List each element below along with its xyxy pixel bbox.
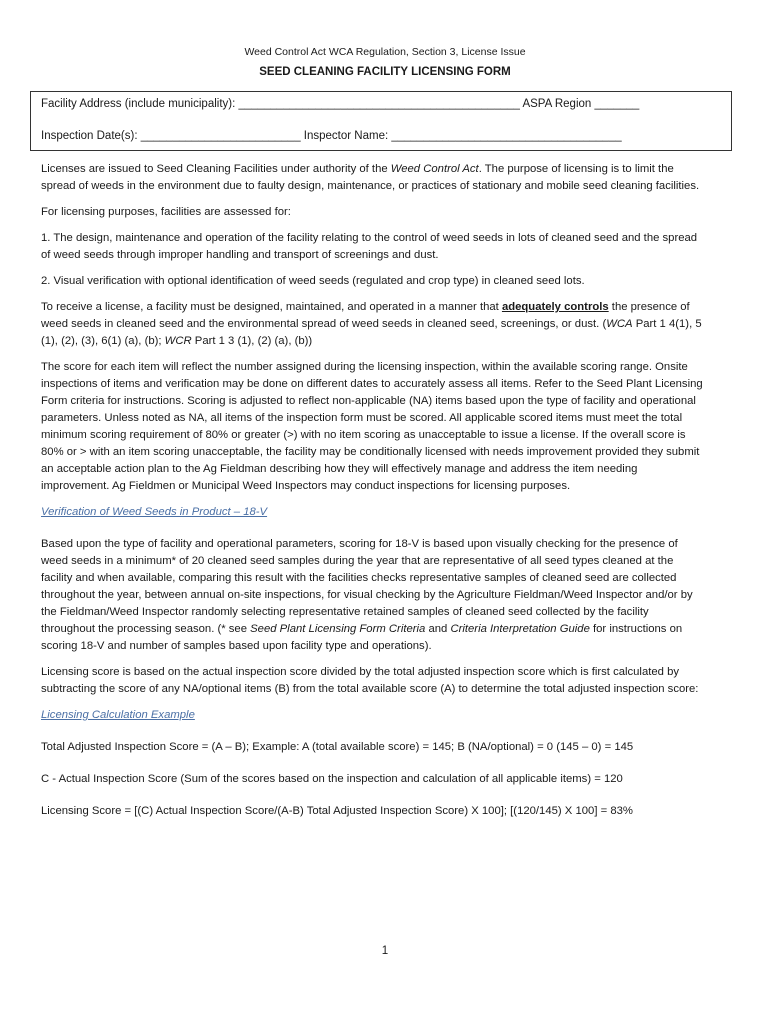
facility-info-box [30, 91, 732, 151]
adequately-controls-emphasis: adequately controls [501, 301, 609, 313]
req-text-4: Part 1 3 (1), (2) (a), (b)) [191, 335, 313, 347]
license-requirement-paragraph [41, 299, 705, 350]
formula-licensing-score: Licensing Score = [(C) Actual Inspection Score/(A-B) Total Adjusted Inspection Score) X 100]; [(120/145) X 100] = 83% [41, 805, 633, 817]
verification-section-heading[interactable]: Verification of Weed Seeds in Product – 18-V [41, 506, 268, 518]
formula-actual-score: C - Actual Inspection Score (Sum of the scores based on the inspection and calculation of all applicable items) = 120 [41, 773, 623, 785]
act-name: Weed Control Act [390, 163, 479, 175]
header-subtitle: Weed Control Act WCA Regulation, Section 3, License Issue [244, 46, 526, 58]
facility-address-field[interactable]: Facility Address (include municipality): ____________________________________________ ASPA Region _______ [41, 98, 640, 110]
document-body [41, 161, 705, 835]
verif-text-2: and [425, 623, 451, 635]
guide-doc-ref: Criteria Interpretation Guide [450, 623, 590, 635]
wcr-ref: WCR [164, 335, 192, 347]
req-text-3: Part 1 4(1), 5 (1), (2), (3), 6(1) (a), (b); [41, 318, 702, 347]
verif-text-3: for instructions on scoring 18-V and number of samples based upon facility type and operations). [41, 623, 683, 652]
inspection-date-field[interactable]: Inspection Date(s): _________________________ Inspector Name: ____________________________________ [41, 130, 622, 142]
scoring-paragraph: The score for each item will reflect the number assigned during the licensing inspection, within the available scoring range. Onsite inspections of items and verification may be done on different dates to accurately assess all items. Refer to the Seed Plant Licensing Form criteria for instructions. Scoring is adjusted to reflect non-applicable (NA) items based upon the type of facility and operational parameters. Unless noted as NA, all items of the inspection form must be scored. All applicable scored items must meet the total minimum scoring requirement of 80% or greater (>) with no item scoring as unacceptable to issue a license. If the overall score is 80% or > with an item scoring unacceptable, the facility may be conditionally licensed with needs improvement provided they submit an acceptable action plan to the Ag Fieldman describing how they will effectively manage and address the item needing improvement. Ag Fieldmen or Municipal Weed Inspectors may conduct inspections for licensing purposes. [41, 361, 703, 492]
page-number: 1 [381, 945, 389, 957]
assessment-item-1: 1. The design, maintenance and operation of the facility relating to the control of weed seeds in lots of cleaned seed and the spread of weed seeds through improper handling and transport of screenings and dust. [41, 232, 698, 261]
assessment-intro: For licensing purposes, facilities are assessed for: [41, 206, 291, 218]
calculation-example-heading[interactable]: Licensing Calculation Example [41, 709, 195, 721]
verif-text-1: Based upon the type of facility and operational parameters, scoring for 18-V is based upon visually checking for the presence of weed seeds in a minimum* of 20 cleaned seed samples during the year that are representative of all seed types cleaned at the facility and when available, comparing this result with the facilities checks representative samples of cleaned seed are collected throughout the year, between annual on-site inspections, for visual checking by the Agriculture Fieldman/Weed Inspector and/or by the Fieldman/Weed Inspector randomly selecting representative retained samples of cleaned seed collected by the facility throughout the processing season. (* see [41, 538, 693, 635]
formula-adjusted-score: Total Adjusted Inspection Score = (A – B); Example: A (total available score) = 145; B (NA/optional) = 0 (145 – 0) = 145 [41, 741, 634, 753]
assessment-item-2: 2. Visual verification with optional identification of weed seeds (regulated and crop type) in cleaned seed lots. [41, 275, 585, 287]
form-title: SEED CLEANING FACILITY LICENSING FORM [259, 66, 511, 78]
intro-paragraph [41, 161, 705, 195]
verification-paragraph [41, 536, 705, 655]
req-text-1: To receive a license, a facility must be designed, maintained, and operated in a manner that [41, 301, 502, 313]
wca-ref: WCA [606, 318, 633, 330]
licensing-score-paragraph: Licensing score is based on the actual inspection score divided by the total adjusted inspection score which is first calculated by subtracting the score of any NA/optional items (B) from the total available score (A) to determine the total adjusted inspection score: [41, 666, 699, 695]
intro-text-1: Licenses are issued to Seed Cleaning Facilities under authority of the [41, 163, 391, 175]
intro-text-2: . The purpose of licensing is to limit the spread of weeds in the environment due to faulty design, maintenance, or practices of stationary and mobile seed cleaning facilities. [41, 163, 700, 192]
criteria-doc-ref: Seed Plant Licensing Form Criteria [250, 623, 426, 635]
req-text-2: the presence of weed seeds in cleaned seed and the environmental spread of weed seeds in cleaned seed, screenings, or dust. ( [41, 301, 690, 330]
